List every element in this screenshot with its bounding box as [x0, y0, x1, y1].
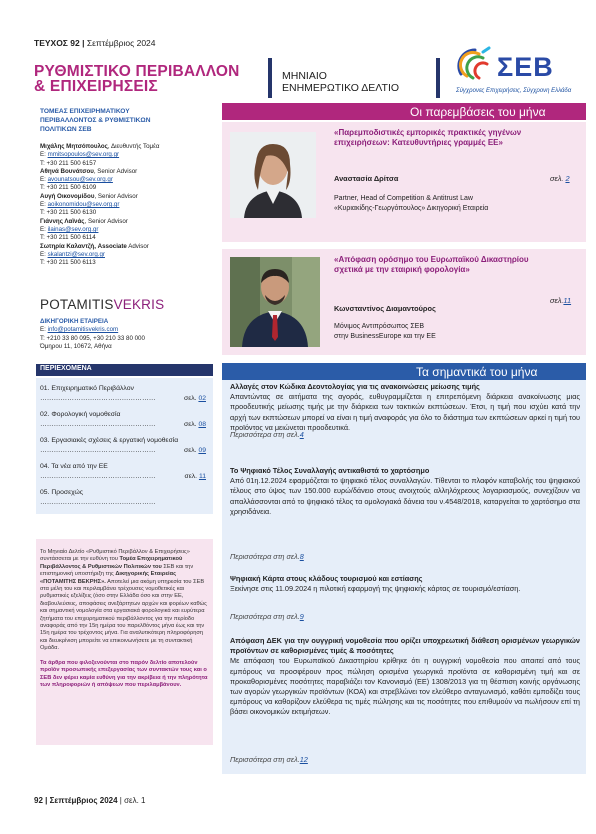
intervention-card	[222, 122, 586, 242]
sev-logo-icon	[455, 44, 495, 84]
contacts-list	[40, 143, 230, 267]
email-prefix: E:	[40, 151, 48, 159]
toc-item-label: 05. Προσεχώς	[40, 489, 84, 496]
contact-entry	[40, 168, 230, 193]
toc-page-link[interactable]: 11	[198, 473, 206, 480]
toc-item[interactable]	[40, 384, 210, 404]
more-page-link[interactable]: 4	[299, 430, 304, 439]
partner-address: Όμηρου 11, 10672, Αθήνα	[40, 342, 112, 350]
author-role	[334, 194, 488, 214]
contact-name: Αθηνά Βουνάτσου	[40, 167, 94, 175]
department-title	[40, 107, 230, 134]
contact-phone: T: +30 211 500 6157	[40, 159, 97, 167]
highlight-article	[230, 466, 580, 517]
contact-entry	[40, 218, 230, 243]
toc-dots: ……………………………………………	[40, 395, 156, 402]
toc-page-prefix: σελ.	[184, 447, 199, 454]
toc-item[interactable]	[40, 436, 210, 456]
email-prefix: E:	[40, 225, 48, 233]
more-page-link[interactable]: 12	[299, 755, 308, 764]
author-name: Αναστασία Δρίτσα	[334, 174, 399, 183]
partner-logo	[40, 297, 164, 312]
intervention-title: «Απόφαση ορόσημο του Ευρωπαϊκού Δικαστηρίου σχετικά με την εταιρική φορολογία»	[334, 255, 529, 274]
sev-logo-text: ΣΕΒ	[497, 52, 554, 82]
partner-logo-part: VEKRIS	[113, 297, 165, 312]
partner-logo-part: POTAMITIS	[40, 297, 114, 312]
dept-line: ΤΟΜΕΑΣ ΕΠΙΧΕΙΡΗΜΑΤΙΚΟΥ	[40, 108, 130, 115]
dept-line: ΠΕΡΙΒΑΛΛΟΝΤΟΣ & ΡΥΘΜΙΣΤΙΚΩΝ	[40, 117, 151, 124]
more-link-line	[230, 612, 304, 621]
page-link[interactable]: 11	[563, 296, 572, 305]
sev-logo-tagline: Σύγχρονες Επιχειρήσεις, Σύγχρονη Ελλάδα	[456, 88, 572, 94]
more-text: Περισσότερα στη σελ.	[230, 755, 300, 764]
highlights-heading: Τα σημαντικά του μήνα	[416, 365, 538, 379]
more-link-line	[230, 755, 308, 764]
contact-phone: T: +30 211 500 6114	[40, 234, 96, 242]
toc-page-prefix: σελ.	[184, 473, 199, 480]
page-ref	[550, 174, 570, 183]
issue-number: ΤΕΥΧΟΣ 92	[34, 38, 80, 48]
toc-item[interactable]	[40, 410, 210, 430]
issue-date: Σεπτέμβριος 2024	[86, 38, 156, 48]
contact-name: Μιχάλης Μητσόπουλος	[40, 143, 108, 150]
partner-phone: T: +210 33 80 095, +30 210 33 80 000	[40, 334, 145, 342]
toc-item[interactable]	[40, 462, 210, 482]
contact-role: , Senior Advisor	[84, 217, 128, 225]
email-prefix: E:	[40, 201, 48, 209]
article-title: Το Ψηφιακό Τέλος Συναλλαγής αντικαθιστά το χαρτόσημο	[230, 466, 430, 475]
article-body: Με απόφαση του Ευρωπαϊκού Δικαστηρίου κρίθηκε ότι η ουγγρική νομοθεσία που απαιτεί από τους εμπόρους να προσφέρουν προς πώληση ορισμένα γεωργικά προϊόντα σε καθορισμένη τιμή και σε προκαθορισμένες ποσότητες παραβιάζει τον Κανονισμό (ΕΕ) 1308/2013 για τη θέσπιση κοινής οργάνωσης των αγορών γεωργικών προϊόντων (ΚΟΑ) και στρεβλώνει τον ελεύθερο ανταγωνισμό, καθότι εμποδίζει τους εμπόρους να καθορίζουν ελεύθερα τις τιμές πώλησης και τις ποσότητες που επιθυμούν να πωλήσουν επί τη βάσει οικονομικών εκτιμήσεων.	[230, 656, 580, 717]
page-footer: 92 | Σεπτέμβριος 2024 | σελ. 1	[34, 796, 146, 805]
more-text: Περισσότερα στη σελ.	[230, 552, 300, 561]
about-text-part: ΣΕΒ και την επιστημονική υποστήριξη της	[40, 563, 194, 578]
author-role-line: Partner, Head of Competition & Antitrust Law	[334, 195, 473, 202]
more-page-link[interactable]: 9	[299, 612, 304, 621]
highlight-article	[230, 636, 580, 718]
article-body: Ξεκίνησε στις 11.09.2024 η πιλοτική εφαρμογή της ψηφιακής κάρτας σε τουρισμό/εστίαση.	[230, 584, 521, 594]
subtitle-line-2: ΕΝΗΜΕΡΩΤΙΚΟ ΔΕΛΤΙΟ	[282, 82, 400, 94]
article-body: Από 01η.12.2024 εφαρμόζεται το ψηφιακό τέλος συναλλαγών. Τίθενται το πλαφόν καταβολής του ψηφιακού τέλους στο ύψος των 150.000 ευρώ/δάνειο στους ανοιχτούς αλληλόχρεους λογαριασμούς, συνεχίζουν να απαλλάσσονται από το ψηφιακό τέλος τα ομολογιακά δάνεια του ν.4548/2018, καταργείται το χαρτόσημο στα χρησιδάνεια.	[230, 476, 580, 516]
about-text-part: Το Μηνιαίο Δελτίο «Ρυθμιστικό Περιβάλλον & Επιχειρήσεις» συντάσσεται με την ευθύνη του	[40, 549, 190, 563]
person-silhouette-icon	[230, 132, 316, 218]
contact-phone: T: +30 211 500 6130	[40, 209, 97, 217]
footer-date: Σεπτέμβριος 2024	[49, 796, 118, 805]
contact-name: Αυγή Οικονομίδου	[40, 192, 95, 200]
page-ref	[550, 296, 571, 305]
about-text-part: Αποτελεί μια ακόμη υπηρεσία του ΣΕΒ στα μέλη του και περιλαμβάνει τρέχουσες νομοθετικές και ρυθμιστικές εξελίξεις (όσο στην Ελλάδα όσο και στην ΕΕ, διαβουλεύσεις, αποφάσεις ανεξάρτητων αρχών και φορέων καθώς και σημαντική νομολογία στα εργασιακά φορολογικά και ευρύτερα ζητήματα του επιχειρηματικού περιβάλλοντος για την περίοδο αναφοράς από την 15η ημέρα του παρελθόντος μήνα έως και την 15η ημέρα του τρέχοντος μήνα. Για αναλυτικότερη πληροφόρηση και διευκρίνιση μπορείτε να επικοινωνήσετε με τη συντακτική Ομάδα.	[40, 578, 207, 652]
footer-page: σελ. 1	[124, 796, 146, 805]
toc-dots: ……………………………………………	[40, 421, 156, 428]
about-box	[36, 539, 213, 745]
toc-item-label: 04. Τα νέα από την ΕΕ	[40, 463, 108, 470]
toc-dots: ……………………………………………	[40, 499, 156, 506]
contact-name: Γιάννης Λαϊνάς	[40, 217, 85, 225]
page-link[interactable]: 2	[565, 174, 570, 183]
contact-email-link[interactable]: mmitsopoulos@sev.org.gr	[47, 151, 120, 159]
about-text	[40, 549, 209, 653]
divider-bar	[268, 58, 272, 98]
toc-page-link[interactable]: 08	[198, 421, 206, 428]
toc-page-link[interactable]: 09	[198, 447, 206, 454]
more-link-line	[230, 430, 304, 439]
more-text: Περισσότερα στη σελ.	[230, 430, 300, 439]
author-photo	[230, 132, 316, 218]
article-title: Ψηφιακή Κάρτα στους κλάδους τουρισμού και εστίασης	[230, 574, 423, 583]
about-text-part: Δικηγορικής Εταιρείας «ΠΟΤΑΜΙΤΗΣ ΒΕΚΡΗΣ».	[40, 571, 177, 585]
title-line-1: ΡΥΘΜΙΣΤΙΚΟ ΠΕΡΙΒΑΛΛΟΝ	[34, 63, 240, 80]
article-title: Αλλαγές στον Κώδικα Δεοντολογίας για τις ανακοινώσεις μείωσης τιμής	[230, 382, 480, 391]
toc-page-prefix: σελ.	[184, 421, 199, 428]
toc-item-label: 03. Εργασιακές σχέσεις & εργατική νομοθεσία	[40, 437, 179, 444]
contact-entry	[40, 193, 230, 218]
toc-dots: ……………………………………………	[40, 447, 156, 454]
email-prefix: E:	[40, 326, 48, 334]
contact-phone: T: +30 211 500 6109	[40, 184, 97, 192]
email-prefix: E:	[40, 250, 48, 258]
partner-info	[40, 318, 240, 351]
about-text-part: Τομέα Επιχειρηματικού Περιβάλλοντος & Ρυθμιστικών Πολιτικών του	[40, 556, 183, 570]
divider-bar	[436, 58, 440, 98]
partner-title: ΔΙΚΗΓΟΡΙΚΗ ΕΤΑΙΡΕΙΑ	[40, 318, 109, 325]
page-prefix: σελ.	[550, 174, 566, 183]
more-link-line	[230, 552, 304, 561]
contact-email-link[interactable]: skalantzi@sev.org.gr	[47, 250, 105, 258]
intervention-title: «Παρεμποδιστικές εμπορικές πρακτικές γηγένων επιχειρήσεων: Κατευθυντήριες γραμμές ΕΕ»	[334, 128, 522, 147]
highlights-panel	[222, 380, 586, 774]
contact-name: Σωτηρία Καλαντζή, Associate	[40, 242, 127, 250]
toc-item[interactable]	[40, 488, 210, 508]
highlight-article	[230, 382, 580, 433]
contact-phone: T: +30 211 500 6113	[40, 259, 96, 267]
contact-entry	[40, 243, 230, 268]
more-text: Περισσότερα στη σελ.	[230, 612, 300, 621]
article-title: Απόφαση ΔΕΚ για την ουγγρική νομοθεσία που ορίζει υποχρεωτική διάθεση ορισμένων γεωργικών προϊόντων σε καθορισμένες τιμές & ποσότητες	[230, 636, 580, 656]
newsletter-title	[34, 64, 240, 94]
contact-role: , Διευθυντής Τομέα	[107, 143, 160, 150]
article-body: Απαντώντας σε αιτήματα της αγοράς, ευθυγραμμίζεται η επιτρεπόμενη διάρκεια ανακοίνωσης μιας προοδευτικής μείωσης τιμής με την διάρκεια των τακτικών εκπτώσεων. Έτσι, η τιμή που ισχύει κατά την αρχή των εκπτώσεων μπορεί να είναι η τιμή αναφοράς για όλο το διάστημα των εκπτώσεων αρκεί η τιμή του προϊόντος να μειώνεται προοδευτικά.	[230, 392, 580, 432]
toc-item-label: 02. Φορολογική νομοθεσία	[40, 411, 121, 418]
contact-entry	[40, 143, 230, 168]
author-role	[334, 322, 436, 342]
subtitle-line-1: ΜΗΝΙΑΙΟ	[282, 70, 327, 82]
email-prefix: E:	[40, 176, 48, 184]
partner-email-link[interactable]: info@potamitisvekris.com	[47, 326, 119, 334]
toc-heading: ΠΕΡΙΕΧΟΜΕΝΑ	[40, 365, 92, 372]
author-role-line: Μόνιμος Αντιπρόσωπος ΣΕΒ	[334, 323, 424, 330]
toc-page-prefix: σελ.	[184, 395, 199, 402]
interventions-heading: Οι παρεμβάσεις του μήνα	[410, 105, 546, 119]
toc-item-label: 01. Επιχειρηματικό Περιβάλλον	[40, 385, 134, 392]
intervention-card	[222, 249, 586, 355]
more-page-link[interactable]: 8	[299, 552, 304, 561]
author-role-line: «Κυριακίδης-Γεωργόπουλος» Δικηγορική Εταιρεία	[334, 205, 489, 212]
title-line-2: & ΕΠΙΧΕΙΡΗΣΕΙΣ	[34, 78, 158, 95]
author-photo	[230, 257, 320, 347]
table-of-contents	[36, 378, 213, 514]
toc-page-link[interactable]: 02	[198, 395, 206, 402]
contact-email-link[interactable]: aoikonomidou@sev.org.gr	[47, 201, 120, 209]
issue-label: ΤΕΥΧΟΣ 92 | Σεπτέμβριος 2024	[34, 38, 156, 48]
dept-line: ΠΟΛΙΤΙΚΩΝ ΣΕΒ	[40, 126, 92, 133]
contact-role: , Senior Advisor	[94, 192, 138, 200]
author-role-line: στην BusinessEurope και την ΕΕ	[334, 333, 436, 340]
newsletter-subtitle	[282, 70, 399, 94]
contact-role: , Senior Advisor	[93, 167, 138, 175]
disclaimer-note: Τα άρθρα που φιλοξενούνται στο παρόν δελτίο αποτελούν προϊόν προσωπικής επεξεργασίας των συντακτών τους και ο ΣΕΒ δεν φέρει καμία ευθύνη για την ακρίβεια ή την πληρότητα των πληροφοριών ή απόψεων που περιλαμβάνουν.	[40, 659, 208, 688]
highlight-article	[230, 574, 580, 594]
person-silhouette-icon	[230, 257, 320, 347]
toc-dots: ……………………………………………	[40, 473, 156, 480]
contact-email-link[interactable]: ilainas@sev.org.gr	[47, 225, 99, 233]
contact-email-link[interactable]: avounatsou@sev.org.gr	[47, 176, 113, 184]
author-name: Κωνσταντίνος Διαμαντούρος	[334, 304, 436, 313]
contact-role: Advisor	[126, 242, 149, 250]
page-prefix: σελ.	[550, 296, 564, 305]
footer-issue: 92	[34, 796, 43, 805]
